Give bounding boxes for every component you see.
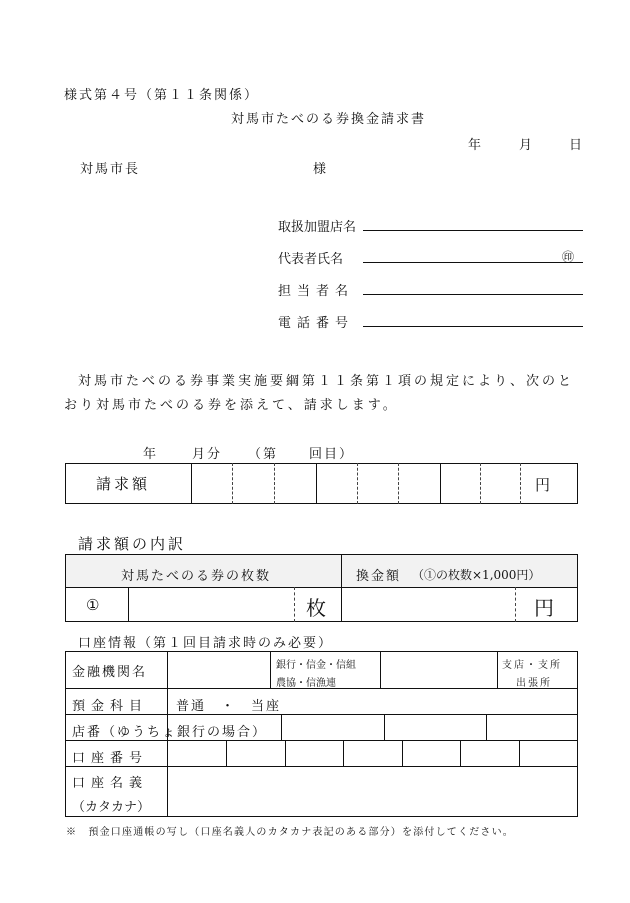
account-number-label: 口座番号 xyxy=(72,751,149,766)
account-no-divider xyxy=(519,740,520,766)
breakdown-col1-header: 対馬たべのる券の枚数 xyxy=(121,569,272,584)
form-number: 様式第４号（第１１条関係） xyxy=(64,88,260,103)
body-text-line2: おり対馬市たべのる券を添えて、請求します。 xyxy=(64,398,399,413)
claim-digit-divider xyxy=(316,463,317,504)
branch-types-line1: 支店・支所 xyxy=(502,660,562,671)
period-year: 年 xyxy=(143,447,157,462)
phone-label: 電話番号 xyxy=(278,316,355,331)
breakdown-heading: 請求額の内訳 xyxy=(78,535,187,553)
bank-name-label: 金融機関名 xyxy=(72,665,148,680)
breakdown-dash xyxy=(515,587,516,622)
representative-label: 代表者氏名 xyxy=(278,252,344,267)
period-month: 月分 xyxy=(192,447,223,462)
account-row-rule xyxy=(65,740,578,741)
seal-icon: ㊞ xyxy=(562,250,575,264)
bank-types-line2: 農協・信漁連 xyxy=(276,678,336,689)
branch-no-divider xyxy=(384,714,385,740)
breakdown-col2-header: 換金額 xyxy=(356,569,402,584)
claim-amount-label: 請求額 xyxy=(96,475,151,493)
date-year-label: 年 xyxy=(468,138,482,153)
deposit-type-label: 預金科目 xyxy=(72,699,149,714)
claim-divider xyxy=(191,463,192,504)
claim-digit-divider xyxy=(232,463,233,504)
claim-digit-divider xyxy=(520,463,521,504)
phone-field[interactable] xyxy=(363,326,583,327)
claim-digit-divider xyxy=(357,463,358,504)
ticket-count-unit: 枚 xyxy=(306,596,326,620)
store-name-label: 取扱加盟店名 xyxy=(278,220,357,235)
date-day-label: 日 xyxy=(569,138,583,153)
exchange-amount-unit: 円 xyxy=(534,596,554,620)
breakdown-dash xyxy=(294,587,295,622)
branch-no-divider xyxy=(486,714,487,740)
breakdown-header-rule xyxy=(65,587,578,588)
bank-type-divider xyxy=(270,651,271,688)
staff-field[interactable] xyxy=(363,294,583,295)
branch-type-divider xyxy=(497,651,498,688)
branch-types-line2: 出張所 xyxy=(516,678,552,689)
breakdown-marker-divider xyxy=(128,587,129,622)
deposit-type-options[interactable]: 普通 ・ 当座 xyxy=(176,699,282,714)
staff-label: 担当者名 xyxy=(278,284,355,299)
addressee: 対馬市長 xyxy=(80,162,141,177)
period-close: 回目） xyxy=(309,447,355,462)
bank-type-divider xyxy=(380,651,381,688)
addressee-suffix: 様 xyxy=(313,162,327,177)
ticket-count-marker: ① xyxy=(86,596,100,614)
account-no-divider xyxy=(460,740,461,766)
account-holder-label: 口座名義 xyxy=(72,776,149,791)
claim-digit-divider xyxy=(440,463,441,504)
account-no-divider xyxy=(402,740,403,766)
branch-number-label: 店番（ゆうちょ銀行の場合） xyxy=(72,725,268,740)
account-row-rule xyxy=(65,714,578,715)
account-holder-note: （カタカナ） xyxy=(72,800,151,815)
claim-digit-divider xyxy=(398,463,399,504)
footnote: ※ 預金口座通帳の写し（口座名義人のカタカナ表記のある部分）を添付してください。 xyxy=(66,827,514,838)
claim-digit-divider xyxy=(480,463,481,504)
account-heading: 口座情報（第１回目請求時のみ必要） xyxy=(78,636,334,651)
period-open: （第 xyxy=(248,447,279,462)
bank-types-line1: 銀行・信金・信組 xyxy=(276,660,356,671)
account-no-divider xyxy=(226,740,227,766)
claim-unit: 円 xyxy=(535,476,551,494)
store-name-field[interactable] xyxy=(363,230,583,231)
date-month-label: 月 xyxy=(519,138,533,153)
account-row-rule xyxy=(65,766,578,767)
account-no-divider xyxy=(285,740,286,766)
claim-digit-divider xyxy=(274,463,275,504)
branch-no-divider xyxy=(281,714,282,740)
document-title: 対馬市たべのる券換金請求書 xyxy=(231,112,427,127)
body-text-line1: 対馬市たべのる券事業実施要綱第１１条第１項の規定により、次のと xyxy=(78,374,575,389)
account-no-divider xyxy=(343,740,344,766)
representative-field[interactable] xyxy=(363,262,583,263)
breakdown-col2-note: （①の枚数×1,000円） xyxy=(412,568,541,582)
breakdown-col-divider xyxy=(341,554,342,622)
